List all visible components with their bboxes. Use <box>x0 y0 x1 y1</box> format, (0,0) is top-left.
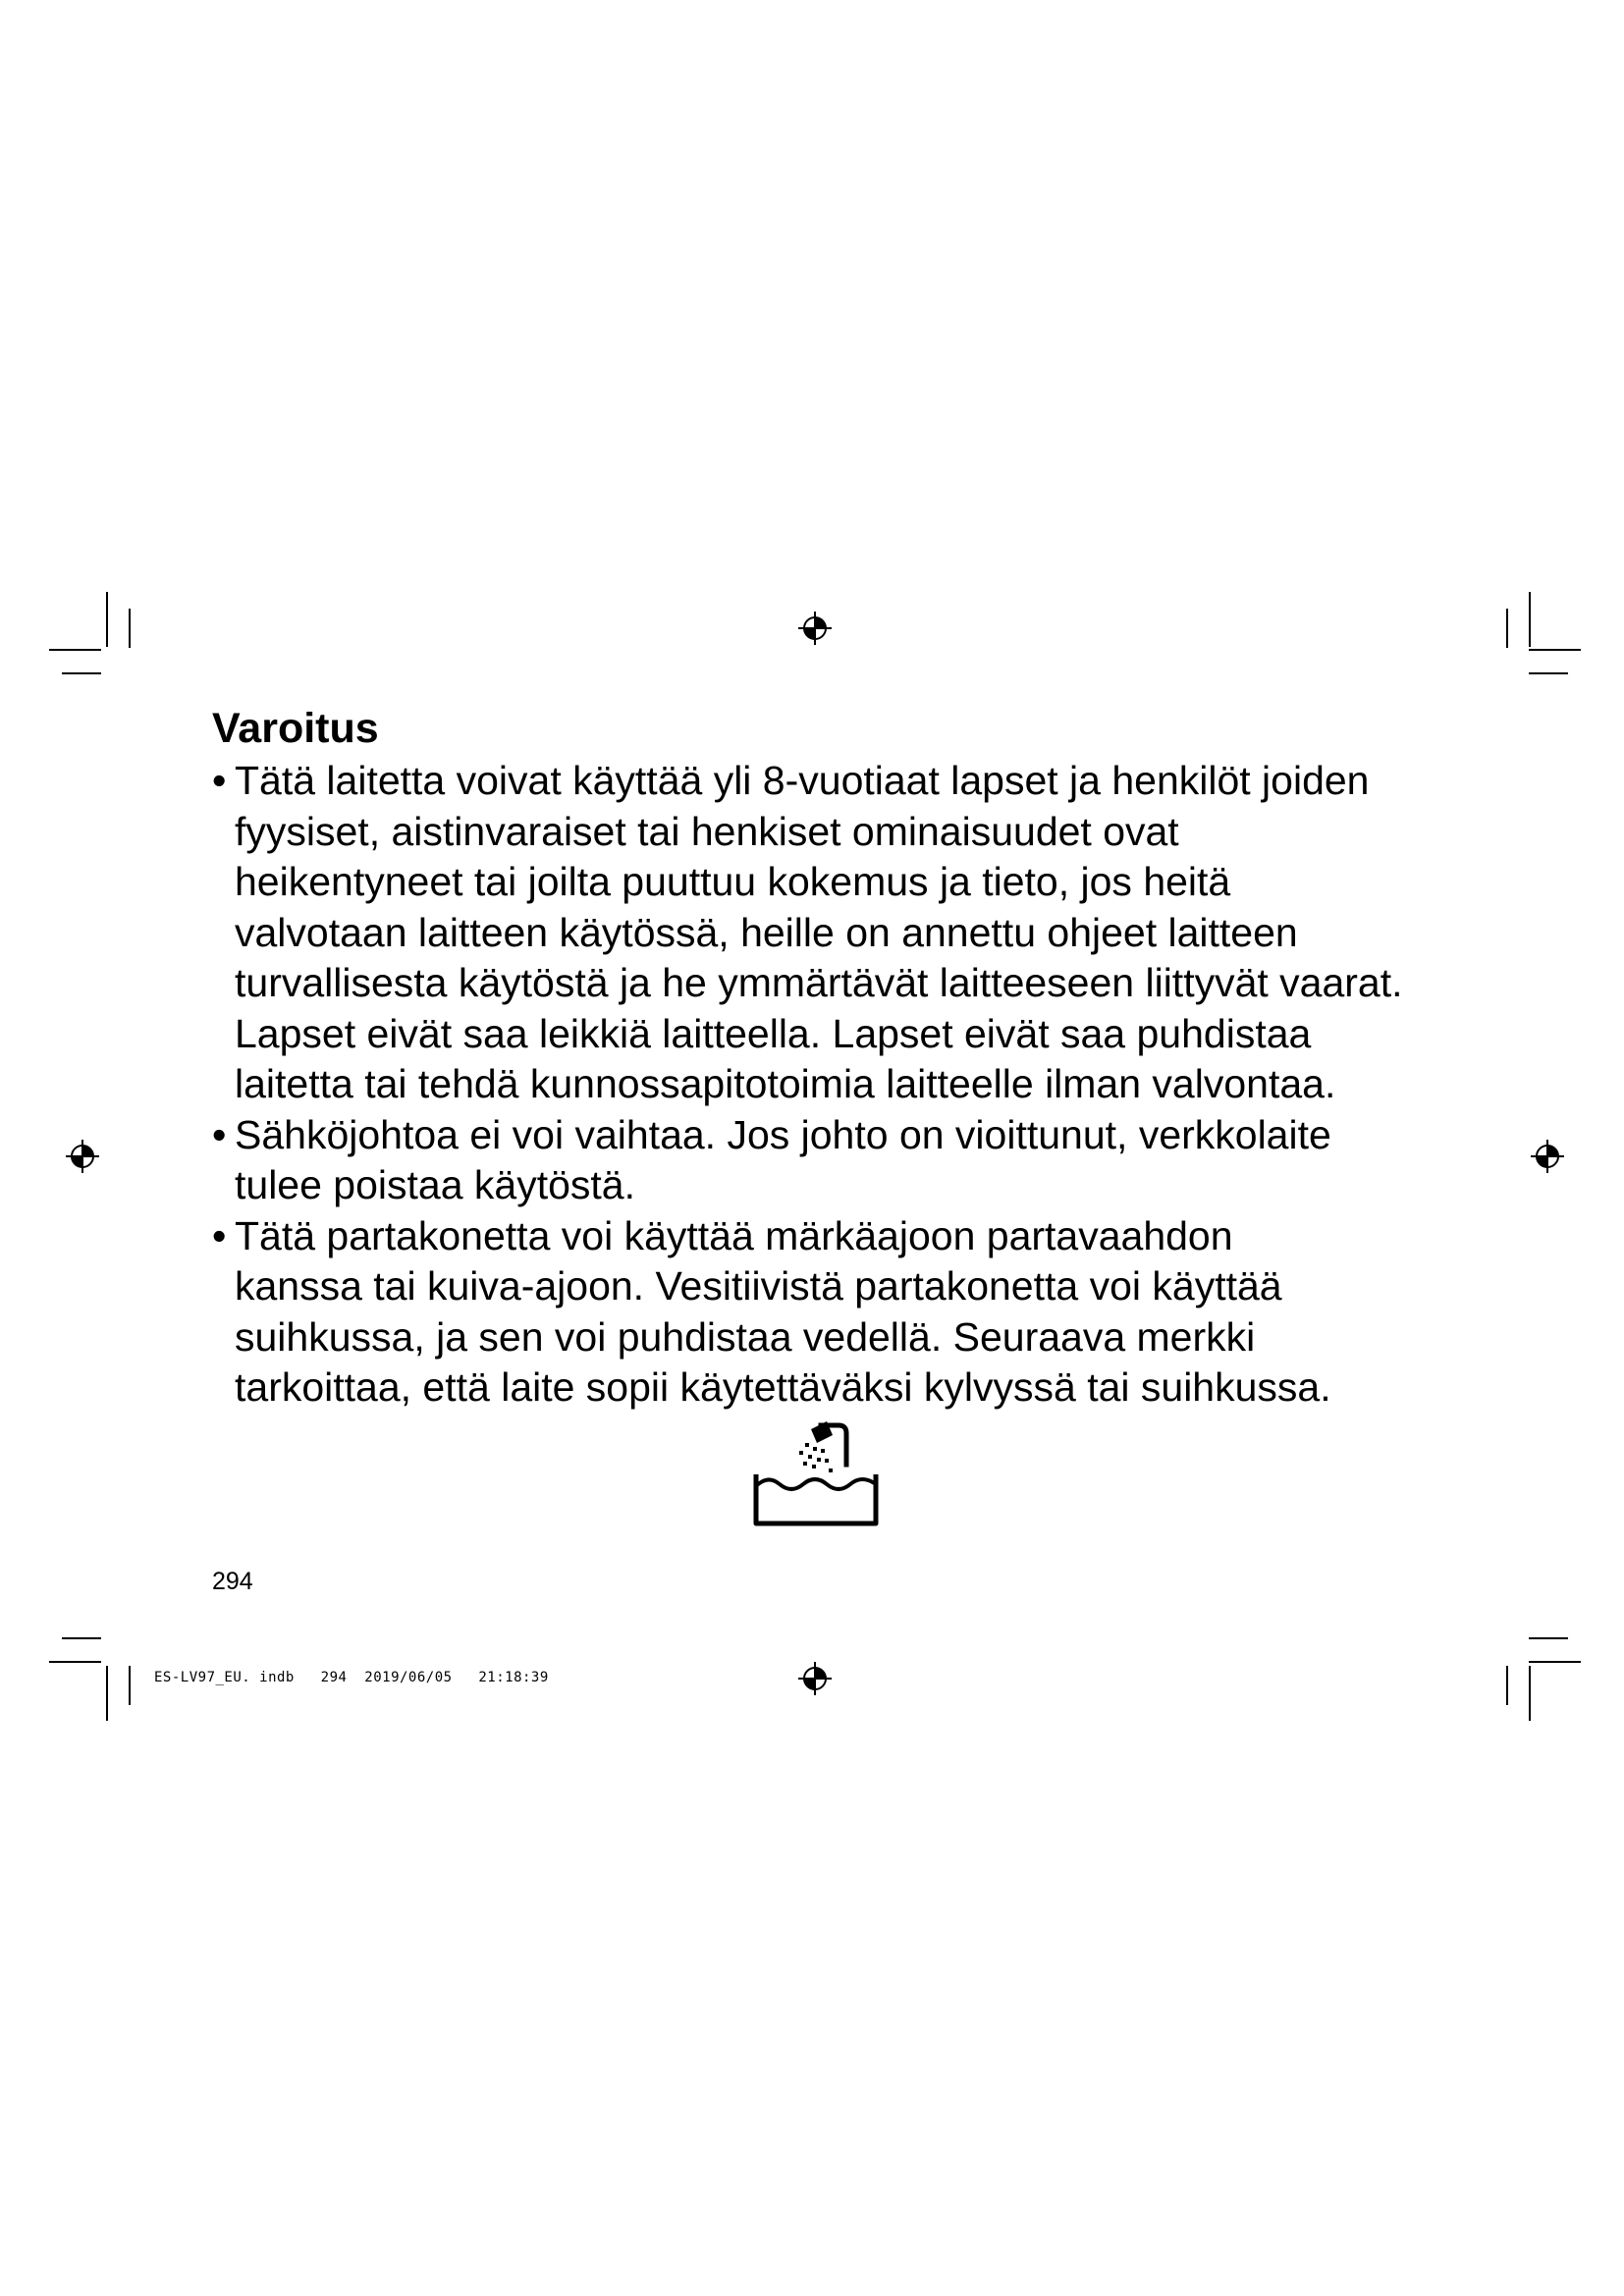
text-line: Sähköjohtoa ei voi vaihtaa. Jos johto on vioittunut, verkkolaite <box>235 1111 1331 1157</box>
text-line: laitetta tai tehdä kunnossapitotoimia laitteelle ilman valvontaa. <box>235 1061 1336 1106</box>
text-line: Tätä laitetta voivat käyttää yli 8-vuotiaat lapset ja henkilöt joiden <box>235 758 1370 803</box>
bullet-icon: • <box>212 1212 227 1258</box>
text-line: Lapset eivät saa leikkiä laitteella. Lapset eivät saa puhdistaa <box>235 1010 1312 1056</box>
registration-mark-icon <box>797 1661 833 1696</box>
list-item <box>212 1211 1439 1414</box>
list-item <box>212 756 1439 1110</box>
text-line: tulee poistaa käytöstä. <box>235 1162 635 1207</box>
crop-mark-bottom-left-v <box>106 1666 108 1721</box>
text-line: turvallisesta käytöstä ja he ymmärtävät laitteeseen liittyvät vaarat. <box>235 960 1403 1005</box>
text-line: tarkoittaa, että laite sopii käytettäväksi kylvyssä tai suihkussa. <box>235 1364 1331 1410</box>
crop-mark-bottom-right-h <box>1529 1637 1568 1639</box>
crop-mark-top-left-v <box>106 592 108 647</box>
registration-mark-icon <box>797 611 833 646</box>
registration-mark-icon <box>1530 1139 1565 1174</box>
crop-mark-top-right-v2 <box>1506 609 1508 648</box>
registration-mark-icon <box>65 1139 100 1174</box>
crop-mark-top-right-h2 <box>1529 672 1568 674</box>
bullet-icon: • <box>212 758 227 803</box>
list-item <box>212 1110 1439 1211</box>
crop-mark-bottom-right-v2 <box>1506 1666 1508 1705</box>
warning-section <box>212 703 1439 1414</box>
text-line: heikentyneet tai joilta puuttuu kokemus ja tieto, jos heitä <box>235 859 1231 904</box>
page-number: 294 <box>212 1568 253 1595</box>
crop-mark-bottom-right-h2 <box>1529 1661 1581 1663</box>
text-line: valvotaan laitteen käytössä, heille on annettu ohjeet laitteen <box>235 909 1298 955</box>
bullet-icon: • <box>212 1111 227 1157</box>
crop-mark-top-right-v <box>1529 592 1531 647</box>
crop-mark-top-left-h <box>49 649 101 651</box>
section-heading: Varoitus <box>212 705 379 752</box>
text-line: suihkussa, ja sen voi puhdistaa vedellä. Seuraava merkki <box>235 1313 1256 1360</box>
print-slug: ES-LV97_EU. indb 294 2019/06/05 21:18:39 <box>154 1670 549 1685</box>
crop-mark-top-left-v2 <box>129 609 131 648</box>
bath-shower-icon <box>748 1419 886 1529</box>
text-line: kanssa tai kuiva-ajoon. Vesitiivistä partakonetta voi käyttää <box>235 1263 1282 1308</box>
text-line: fyysiset, aistinvaraiset tai henkiset ominaisuudet ovat <box>235 808 1179 854</box>
text-line: Tätä partakonetta voi käyttää märkäajoon partavaahdon <box>235 1212 1233 1258</box>
crop-mark-top-right-h <box>1529 649 1581 651</box>
warning-list <box>212 756 1439 1414</box>
crop-mark-bottom-left-h2 <box>49 1661 101 1663</box>
crop-mark-bottom-right-v <box>1529 1666 1531 1721</box>
crop-mark-bottom-left-v2 <box>129 1666 131 1705</box>
crop-mark-top-left-h2 <box>62 672 101 674</box>
crop-mark-bottom-left-h <box>62 1637 101 1639</box>
